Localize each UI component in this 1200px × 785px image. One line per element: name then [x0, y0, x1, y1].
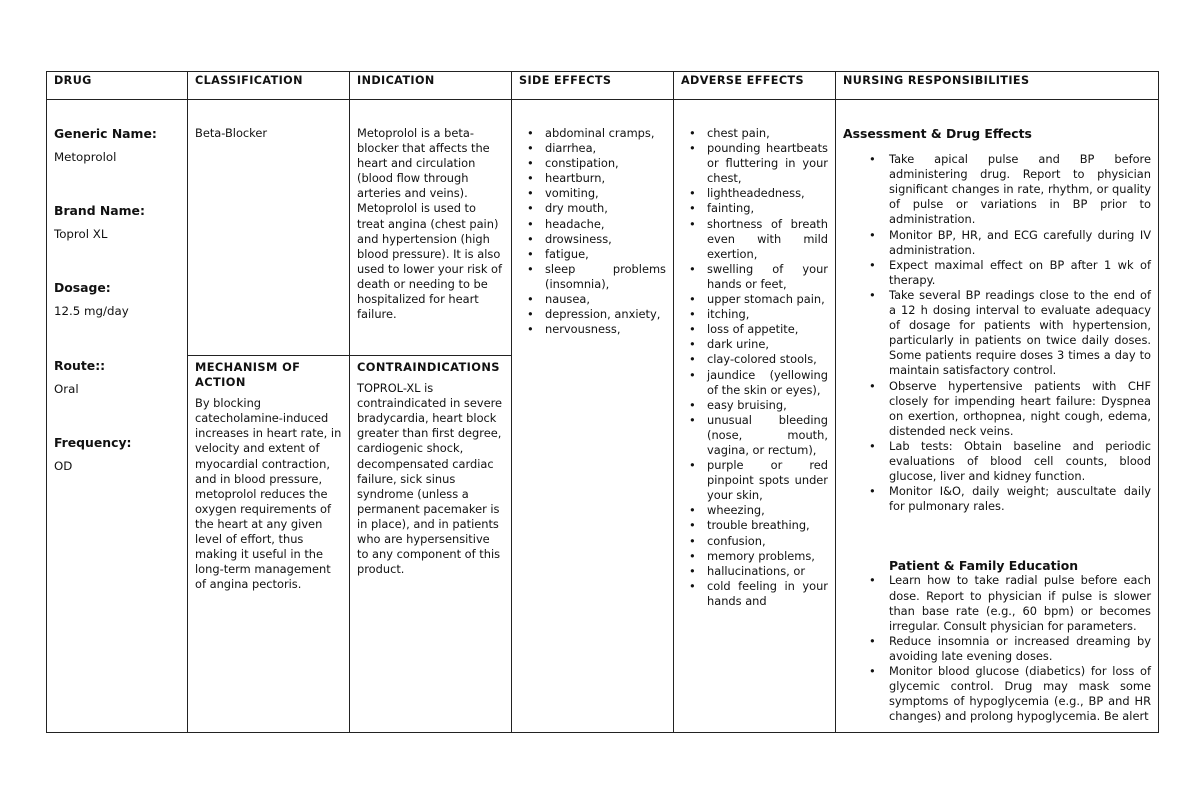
header-side-effects: SIDE EFFECTS: [512, 72, 674, 100]
assessment-item: • Take apical pulse and BP before administering drug. Report to physician significant changes in rate, rhythm, or quality of pulse or variations in BP prior to administration.: [889, 152, 1151, 227]
classification-value: Beta-Blocker: [195, 126, 268, 140]
side-effect-item: • sleep problems (insomnia),: [545, 262, 666, 292]
adverse-effect-item: • trouble breathing,: [707, 518, 828, 533]
table-row-top: [47, 100, 1159, 356]
side-effect-item: • vomiting,: [545, 186, 666, 201]
generic-name-value: Metoprolol: [54, 150, 117, 165]
adverse-effect-item: • hallucinations, or: [707, 564, 828, 579]
side-effect-item: • drowsiness,: [545, 232, 666, 247]
assessment-item: • Lab tests: Obtain baseline and periodic evaluations of blood cell counts, blood glucose, liver and kidney function.: [889, 439, 1151, 484]
frequency-label: Frequency:: [54, 434, 132, 450]
header-nursing-responsibilities: NURSING RESPONSIBILITIES: [836, 72, 1159, 100]
contraindications-cell: [350, 356, 512, 733]
adverse-effect-item: • upper stomach pain,: [707, 292, 828, 307]
header-indication: INDICATION: [350, 72, 512, 100]
dosage-label: Dosage:: [54, 280, 111, 296]
contraindications-text: TOPROL-XL is contraindicated in severe bradycardia, heart block greater than first degree, cardiogenic shock, decompensated cardiac failure, sick sinus syndrome (unless a permanent pacemaker is in place), and in patients who are hypersensitive to any component of this product.: [357, 381, 503, 577]
adverse-effect-item: • loss of appetite,: [707, 322, 828, 337]
assessment-item: • Take several BP readings close to the end of a 12 h dosing interval to evaluate adequacy of dosage for patients with hypertension, particularly in patients on twice daily doses. Some patients require doses 3 times a day to maintain satisfactory control.: [889, 288, 1151, 379]
classification-cell: [188, 100, 350, 356]
frequency-value: OD: [54, 458, 73, 473]
drug-study-table: [46, 71, 1159, 733]
education-heading: Patient & Family Education: [889, 558, 1079, 574]
route-label: Route::: [54, 357, 106, 373]
mechanism-text: By blocking catecholamine-induced increases in heart rate, in velocity and extent of myocardial contraction, and in blood pressure, metoprolol reduces the oxygen requirements of the heart at any given level of effort, thus making it useful in the long-term management of angina pectoris.: [195, 396, 342, 592]
adverse-effect-item: • pounding heartbeats or fluttering in your chest,: [707, 141, 828, 186]
assessment-item: • Monitor BP, HR, and ECG carefully during IV administration.: [889, 228, 1151, 258]
assessment-item: • Monitor I&O, daily weight; auscultate daily for pulmonary rales.: [889, 484, 1151, 514]
brand-name-label: Brand Name:: [54, 203, 145, 219]
adverse-effect-item: • fainting,: [707, 201, 828, 216]
header-drug: DRUG: [47, 72, 188, 100]
adverse-effects-cell: [674, 100, 836, 733]
adverse-effects-list: [681, 126, 828, 609]
adverse-effect-item: • lightheadedness,: [707, 186, 828, 201]
drug-cell: [47, 100, 188, 733]
education-item: • Learn how to take radial pulse before each dose. Report to physician if pulse is slower than base rate (e.g., 60 bpm) or becomes irregular. Consult physician for parameters.: [889, 573, 1151, 633]
side-effect-item: • diarrhea,: [545, 141, 666, 156]
adverse-effect-item: • cold feeling in your hands and: [707, 579, 828, 609]
route-value: Oral: [54, 381, 79, 396]
education-item: • Reduce insomnia or increased dreaming by avoiding late evening doses.: [889, 634, 1151, 664]
side-effect-item: • dry mouth,: [545, 201, 666, 216]
dosage-value: 12.5 mg/day: [54, 304, 129, 319]
adverse-effect-item: • swelling of your hands or feet,: [707, 262, 828, 292]
adverse-effect-item: • easy bruising,: [707, 398, 828, 413]
side-effect-item: • headache,: [545, 217, 666, 232]
side-effect-item: • nausea,: [545, 292, 666, 307]
side-effect-item: • constipation,: [545, 156, 666, 171]
indication-text: Metoprolol is a beta-blocker that affects the heart and circulation (blood flow through arteries and veins). Metoprolol is used to treat angina (chest pain) and hypertension (high blood pressure). It is also used to lower your risk of death or needing to be hospitalized for heart failure.: [357, 126, 503, 322]
education-item: • Monitor blood glucose (diabetics) for loss of glycemic control. Drug may mask some symptoms of hypoglycemia (e.g., BP and HR changes) and prolong hypoglycemia. Be alert: [889, 664, 1151, 724]
adverse-effect-item: • wheezing,: [707, 503, 828, 518]
header-classification: CLASSIFICATION: [188, 72, 350, 100]
adverse-effect-item: • itching,: [707, 307, 828, 322]
side-effect-item: • heartburn,: [545, 171, 666, 186]
side-effect-item: • depression, anxiety,: [545, 307, 666, 322]
assessment-heading: Assessment & Drug Effects: [843, 126, 1032, 141]
adverse-effect-item: • purple or red pinpoint spots under your skin,: [707, 458, 828, 503]
adverse-effect-item: • memory problems,: [707, 549, 828, 564]
side-effects-list: [519, 126, 666, 337]
side-effect-item: • nervousness,: [545, 322, 666, 337]
side-effect-item: • abdominal cramps,: [545, 126, 666, 141]
adverse-effect-item: • unusual bleeding (nose, mouth, vagina, or rectum),: [707, 413, 828, 458]
adverse-effect-item: • shortness of breath even with mild exertion,: [707, 217, 828, 262]
assessment-item: • Observe hypertensive patients with CHF closely for impending heart failure: Dyspnea on exertion, orthopnea, night cough, edema, distended neck veins.: [889, 379, 1151, 439]
header-row: [47, 72, 1159, 100]
adverse-effect-item: • confusion,: [707, 534, 828, 549]
education-list: [843, 573, 1151, 724]
mechanism-heading: MECHANISM OF ACTION: [195, 360, 301, 390]
assessment-list: [843, 152, 1151, 514]
generic-name-label: Generic Name:: [54, 126, 157, 141]
side-effect-item: • fatigue,: [545, 247, 666, 262]
indication-cell: [350, 100, 512, 356]
nursing-cell: [836, 100, 1159, 733]
header-adverse-effects: ADVERSE EFFECTS: [674, 72, 836, 100]
adverse-effect-item: • dark urine,: [707, 337, 828, 352]
adverse-effect-item: • clay-colored stools,: [707, 352, 828, 367]
adverse-effect-item: • jaundice (yellowing of the skin or eyes),: [707, 368, 828, 398]
mechanism-cell: [188, 356, 350, 733]
contraindications-heading: CONTRAINDICATIONS: [357, 360, 500, 374]
side-effects-cell: [512, 100, 674, 733]
assessment-item: • Expect maximal effect on BP after 1 wk of therapy.: [889, 258, 1151, 288]
brand-name-value: Toprol XL: [54, 227, 108, 242]
adverse-effect-item: • chest pain,: [707, 126, 828, 141]
